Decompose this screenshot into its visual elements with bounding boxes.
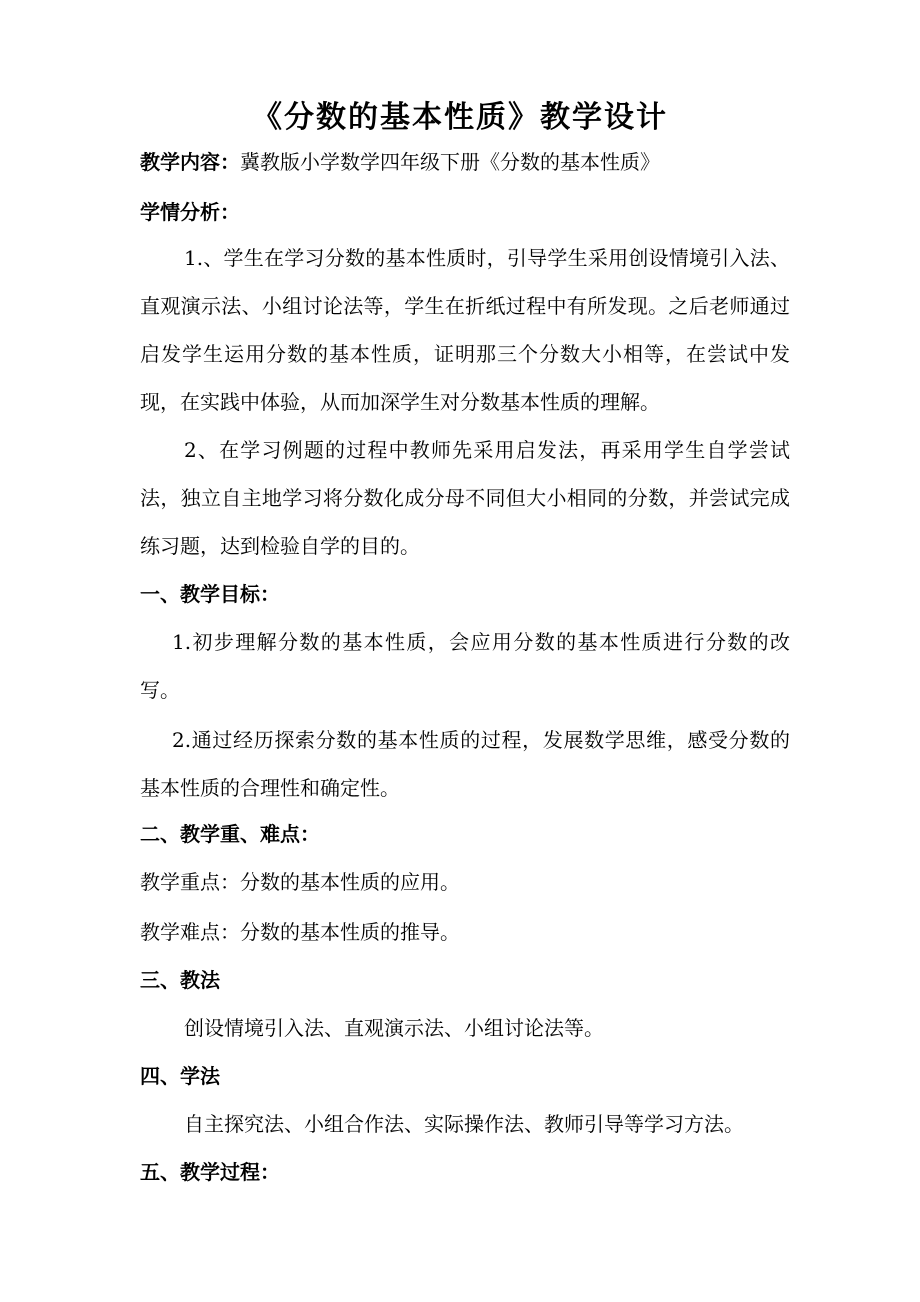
methods-text: 创设情境引入法、直观演示法、小组讨论法等。 xyxy=(184,1016,604,1040)
analysis-heading: 学情分析： xyxy=(140,200,240,224)
content-line xyxy=(140,148,790,176)
learning-heading: 四、学法 xyxy=(140,1064,220,1088)
key-point-text: 教学重点：分数的基本性质的应用。 xyxy=(140,870,460,894)
difficult-point-text: 教学难点：分数的基本性质的推导。 xyxy=(140,920,460,944)
process-heading: 五、教学过程： xyxy=(140,1160,280,1184)
page-title: 《分数的基本性质》教学设计 xyxy=(252,100,668,135)
key-points-heading: 二、教学重、难点： xyxy=(140,822,320,846)
learning-text: 自主探究法、小组合作法、实际操作法、教师引导等学习方法。 xyxy=(184,1112,744,1136)
analysis-paragraph-2: 2、在学习例题的过程中教师先采用启发法，再采用学生自学尝试法，独立自主地学习将分数化成分母不同但大小相同的分数，并尝试完成练习题，达到检验自学的目的。 xyxy=(140,438,790,558)
goals-heading: 一、教学目标： xyxy=(140,582,280,606)
content-text: 冀教版小学数学四年级下册《分数的基本性质》 xyxy=(240,150,660,174)
goal-item-2: 2.通过经历探索分数的基本性质的过程，发展数学思维，感受分数的基本性质的合理性和确定性。 xyxy=(140,728,790,800)
goal-item-1: 1.初步理解分数的基本性质，会应用分数的基本性质进行分数的改写。 xyxy=(140,630,790,702)
methods-heading: 三、教法 xyxy=(140,968,220,992)
analysis-paragraph-1: 1.、学生在学习分数的基本性质时，引导学生采用创设情境引入法、直观演示法、小组讨论法等，学生在折纸过程中有所发现。之后老师通过启发学生运用分数的基本性质，证明那三个分数大小相等，在尝试中发现，在实践中体验，从而加深学生对分数基本性质的理解。 xyxy=(140,246,790,414)
content-label: 教学内容： xyxy=(140,150,240,174)
